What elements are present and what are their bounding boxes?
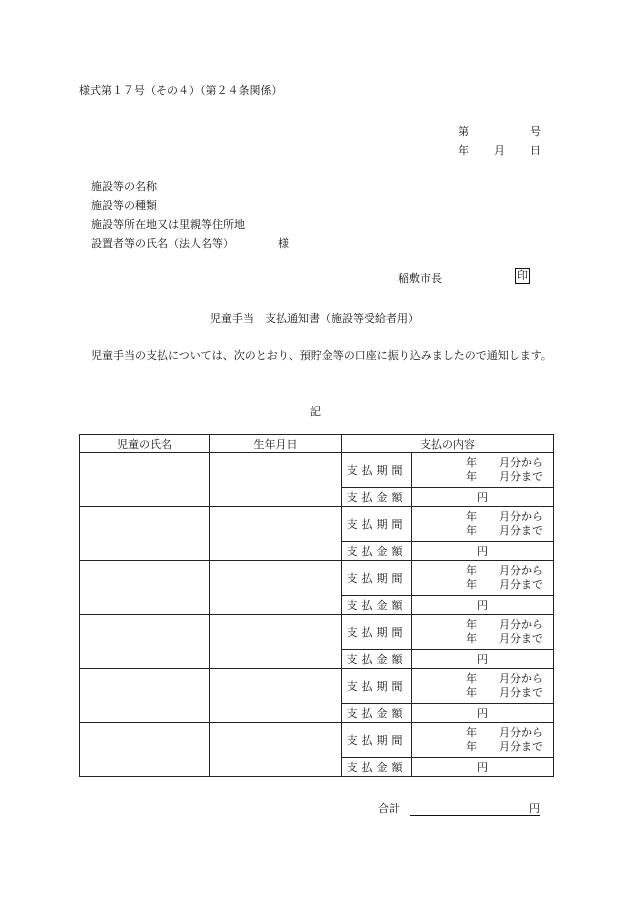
period-from-month: 月分から <box>499 672 543 685</box>
table-row <box>80 507 554 542</box>
seal-mark: 印 <box>517 269 528 282</box>
child-name-cell[interactable] <box>80 615 210 669</box>
amount-cell[interactable] <box>412 542 554 561</box>
body-text: 児童手当の支払については、次のとおり、預貯金等の口座に振り込みましたので通知します。 <box>91 349 552 362</box>
amount-cell[interactable] <box>412 650 554 669</box>
child-name-cell[interactable] <box>80 723 210 777</box>
period-from-line <box>412 726 553 740</box>
child-name-cell[interactable] <box>80 453 210 507</box>
founder-name-label: 設置者等の氏名（法人名等） <box>91 237 234 250</box>
amount-yen: 円 <box>477 653 488 666</box>
birth-date-cell[interactable] <box>210 507 342 561</box>
period-to-line <box>412 686 553 700</box>
facility-address-label: 施設等所在地又は里親等住所地 <box>91 218 245 231</box>
period-label: 支払期間 <box>342 723 412 758</box>
header-payment-content: 支払の内容 <box>342 435 554 453</box>
amount-label: 支払金額 <box>342 758 412 777</box>
period-from-line <box>412 618 553 632</box>
period-cell[interactable] <box>412 615 554 650</box>
child-name-cell[interactable] <box>80 507 210 561</box>
table-row <box>80 669 554 704</box>
period-to-month: 月分まで <box>499 578 543 591</box>
period-cell[interactable] <box>412 723 554 758</box>
period-to-year: 年 <box>466 686 477 699</box>
amount-label: 支払金額 <box>342 488 412 507</box>
date-day: 日 <box>530 144 541 157</box>
amount-yen: 円 <box>477 545 488 558</box>
form-number: 様式第１７号（その４）（第２４条関係） <box>79 84 283 97</box>
period-from-line <box>412 456 553 470</box>
period-cell[interactable] <box>412 669 554 704</box>
period-from-year: 年 <box>466 726 477 739</box>
header-child-name: 児童の氏名 <box>80 435 210 453</box>
table-header-row <box>80 435 554 453</box>
payment-table <box>79 434 554 777</box>
period-cell[interactable] <box>412 561 554 596</box>
period-from-year: 年 <box>466 672 477 685</box>
amount-label: 支払金額 <box>342 596 412 615</box>
period-from-year: 年 <box>466 456 477 469</box>
amount-yen: 円 <box>477 599 488 612</box>
total-yen: 円 <box>529 802 540 815</box>
amount-label: 支払金額 <box>342 704 412 723</box>
amount-cell[interactable] <box>412 596 554 615</box>
period-label: 支払期間 <box>342 669 412 704</box>
period-from-line <box>412 672 553 686</box>
period-to-year: 年 <box>466 740 477 753</box>
amount-label: 支払金額 <box>342 650 412 669</box>
period-to-month: 月分まで <box>499 524 543 537</box>
period-from-month: 月分から <box>499 510 543 523</box>
amount-yen: 円 <box>477 491 488 504</box>
facility-type-label: 施設等の種類 <box>91 199 157 212</box>
document-title: 児童手当 支払通知書（施設等受給者用） <box>210 312 419 325</box>
period-from-month: 月分から <box>499 618 543 631</box>
period-from-month: 月分から <box>499 564 543 577</box>
amount-cell[interactable] <box>412 758 554 777</box>
total-label: 合計 <box>378 802 400 815</box>
table-row <box>80 723 554 758</box>
table-row <box>80 561 554 596</box>
period-to-line <box>412 632 553 646</box>
period-label: 支払期間 <box>342 561 412 596</box>
sama-label: 様 <box>278 237 289 250</box>
birth-date-cell[interactable] <box>210 723 342 777</box>
period-to-year: 年 <box>466 470 477 483</box>
period-from-line <box>412 510 553 524</box>
period-to-month: 月分まで <box>499 632 543 645</box>
period-from-month: 月分から <box>499 726 543 739</box>
amount-yen: 円 <box>477 707 488 720</box>
period-from-year: 年 <box>466 618 477 631</box>
period-from-month: 月分から <box>499 456 543 469</box>
period-to-month: 月分まで <box>499 740 543 753</box>
birth-date-cell[interactable] <box>210 669 342 723</box>
period-cell[interactable] <box>412 453 554 488</box>
period-to-line <box>412 578 553 592</box>
period-cell[interactable] <box>412 507 554 542</box>
period-to-year: 年 <box>466 632 477 645</box>
table-row <box>80 453 554 488</box>
period-to-year: 年 <box>466 524 477 537</box>
period-from-year: 年 <box>466 564 477 577</box>
date-year: 年 <box>458 144 469 157</box>
period-to-month: 月分まで <box>499 686 543 699</box>
period-to-month: 月分まで <box>499 470 543 483</box>
period-to-line <box>412 470 553 484</box>
total-amount-field <box>410 800 540 816</box>
facility-name-label: 施設等の名称 <box>91 180 157 193</box>
birth-date-cell[interactable] <box>210 615 342 669</box>
birth-date-cell[interactable] <box>210 453 342 507</box>
period-from-line <box>412 564 553 578</box>
table-row <box>80 615 554 650</box>
amount-cell[interactable] <box>412 488 554 507</box>
amount-label: 支払金額 <box>342 542 412 561</box>
ki-label: 記 <box>310 405 321 418</box>
number-go: 号 <box>530 125 541 138</box>
period-from-year: 年 <box>466 510 477 523</box>
period-label: 支払期間 <box>342 615 412 650</box>
mayor-label: 稲敷市長 <box>398 272 442 285</box>
period-label: 支払期間 <box>342 507 412 542</box>
date-month: 月 <box>494 144 505 157</box>
number-dai: 第 <box>458 125 469 138</box>
amount-cell[interactable] <box>412 704 554 723</box>
period-to-line <box>412 524 553 538</box>
child-name-cell[interactable] <box>80 561 210 615</box>
child-name-cell[interactable] <box>80 669 210 723</box>
birth-date-cell[interactable] <box>210 561 342 615</box>
period-to-line <box>412 740 553 754</box>
period-to-year: 年 <box>466 578 477 591</box>
period-label: 支払期間 <box>342 453 412 488</box>
header-birth-date: 生年月日 <box>210 435 342 453</box>
amount-yen: 円 <box>477 761 488 774</box>
